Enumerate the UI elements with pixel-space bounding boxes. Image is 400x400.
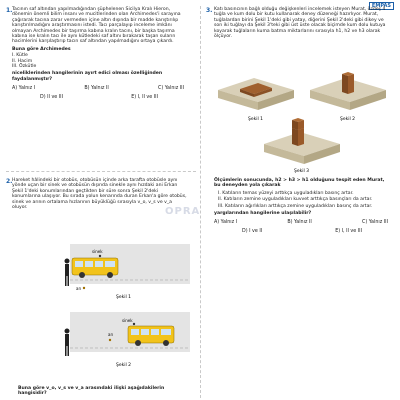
q3-option-a[interactable]: A) Yalnız I [214, 220, 238, 226]
q3-number: 3. [206, 7, 213, 14]
watermark: OPRA [165, 206, 201, 217]
q3-item-3: III. Katıların ağırlıkları arttıkça zemine uyguladıkları basınç da artar. [218, 203, 373, 209]
q1-paragraph: Tacının saf altından yapılmadığından şüphelenen Sicilya Kralı Hieron, dönemin önemli bilim insanı ve mucitlerinden olan Archimedes'i sarayına çağırarak tacına zarar vermeden içine altın dışında bir madde karıştırılıp karıştırılmadığını araştırmasını istedi. Tacı parçalayıp inceleme imkânı olmayan Archimedes bir taşırma kabına kralın tacını, bir başka taşırma kabına ise kralın tacı ile aynı kütledeki saf altını bırakarak taşan suların hacimlerini karşılaştırıp tacın saf altından yapılmadığını ortaya çıkardı. [12, 7, 181, 45]
q1-item-3: III. Özkütle [12, 64, 37, 70]
q1-option-a[interactable]: A) Yalnız I [12, 86, 36, 92]
q2-figures [70, 244, 198, 384]
q3-fig3-caption: Şekil 3 [294, 169, 310, 174]
q3-fig2-caption: Şekil 2 [340, 117, 356, 122]
fly-1 [99, 255, 101, 257]
q1-option-d[interactable]: D) II ve III [40, 95, 64, 101]
brick-stack [292, 118, 304, 146]
q1-prompt: Buna göre Archimedes [12, 46, 71, 52]
brick-vertical [342, 72, 354, 94]
q1-number: 1. [6, 7, 13, 14]
fig2-caption: Şekil 2 [116, 363, 132, 368]
fig1-caption: Şekil 1 [116, 295, 132, 300]
q3-block [214, 7, 392, 39]
bee-label-1: arı [76, 286, 82, 291]
q3-figures [214, 70, 394, 174]
q1-option-b[interactable]: B) Yalnız II [84, 86, 109, 92]
q1-item-2: II. Hacim [12, 58, 33, 64]
bee-2 [109, 339, 111, 341]
bee-label-2: arı [108, 332, 114, 337]
q2-block [12, 178, 188, 210]
fly-label-1: sinek [92, 249, 103, 254]
q2-paragraph: Hareket hâlindeki bir otobüs, otobüsün içinde arka tarafta otobüsle aynı yönde uçan bir sinek ve otobüsün dışında sinekle aynı hızdaki ani Erkan Şekil 1'deki konumlarından geçtikten bir süre sonra Şekil 2'deki konumlarına ulaşıyor. Bu sırada yolun kenarında duran Erkan'a göre otobüs, sinek ve arının ortalama hızlarının büyüklüğü sırasıyla v_o, v_s ve v_a oluyor. [12, 178, 187, 211]
q3-paragraph: Katı basıncının bağlı olduğu değişkenleri incelemek isteyen Murat, özdeş 4 tuğla ve kum dolu bir kutu kullanarak deney düzeneği hazırlıyor. Murat, tuğlalardan birini Şekil 1'deki gibi yatay, diğerini Şekil 2'deki gibi dikey ve son iki tuğlayı da Şekil 3'teki gibi üst üste olacak biçimde kum dolu kutuya koyarak tuğlaların kuma batma miktarlarını sırasıyla h1, h2 ve h3 olarak ölçüyor. [214, 7, 386, 40]
q3-item-2: II. Katıların zemine uyguladıkları kuvvet arttıkça basınçları da artar. [218, 197, 373, 203]
q3-question: yargılarından hangilerine ulaşılabilir? [214, 211, 312, 217]
column-divider [200, 6, 201, 398]
q1-option-c[interactable]: C) Yalnız III [158, 86, 184, 92]
q3-result: Ölçümlerin sonucunda, h2 > h3 > h1 olduğunu tespit eden Murat, bu deneyden yola çıkarak [214, 178, 385, 189]
bee-1 [83, 287, 85, 289]
fly-2 [133, 323, 135, 325]
q2-number: 2. [6, 178, 13, 185]
q3-fig1-caption: Şekil 1 [248, 117, 264, 122]
q1-block [12, 7, 188, 100]
q3-option-b[interactable]: B) Yalnız II [287, 220, 312, 226]
bus-1 [72, 258, 118, 278]
q1-option-e[interactable]: E) I, II ve III [131, 95, 158, 101]
erkan-2 [65, 329, 70, 357]
q2-question: Buna göre v_o, v_s ve v_a arasındaki ilişki aşağıdakilerin hangisidir? [18, 386, 165, 397]
q1-question: niceliklerinden hangilerinin ayırt edici olması özelliğinden faydalanmıştır? [12, 71, 163, 82]
q1-item-1: I. Kütle [12, 53, 28, 59]
q3-option-e[interactable]: E) I, II ve III [335, 229, 362, 235]
bus-2 [128, 326, 174, 346]
q3-option-c[interactable]: C) Yalnız III [362, 220, 388, 226]
fly-label-2: sinek [122, 318, 133, 323]
q3-item-1: I. Katıların temas yüzeyi arttıkça uyguladıkları basınç artar. [218, 190, 354, 196]
question-divider [6, 171, 196, 172]
erkan-1 [65, 259, 70, 287]
q3-option-d[interactable]: D) I ve II [242, 229, 263, 235]
erkan-figures [62, 258, 72, 378]
brand-logo: EMPAS [369, 2, 394, 10]
q3-answer-block [214, 178, 392, 234]
